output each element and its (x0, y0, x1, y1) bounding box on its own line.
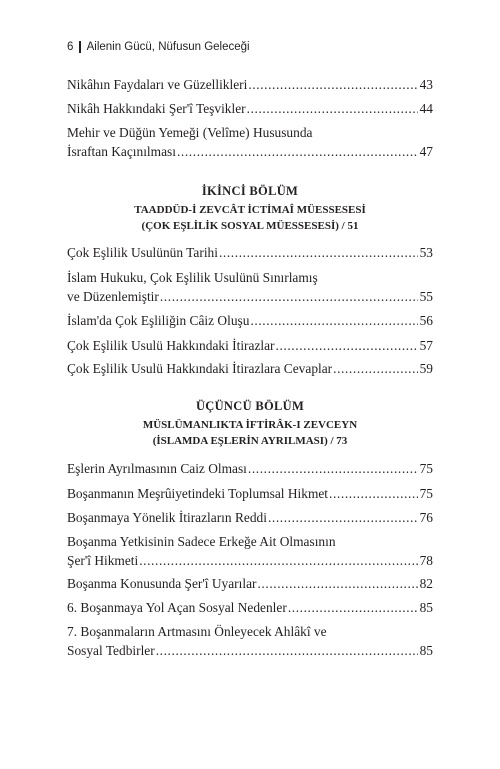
toc-entry[interactable] (67, 532, 433, 570)
toc-page-number: 85 (419, 643, 433, 658)
dot-leader (248, 459, 418, 478)
toc-entry[interactable] (67, 243, 433, 262)
header-divider (79, 41, 80, 53)
toc-entry-title: Nikâh Hakkındaki Şer'î Teşvikler (67, 101, 246, 116)
dot-leader (276, 336, 418, 355)
toc-entry-title: Boşanmanın Meşrûiyetindeki Toplumsal Hikmet (67, 486, 329, 501)
toc-entry[interactable] (67, 622, 433, 660)
toc-entry-title: Eşlerin Ayrılmasının Caiz Olması (67, 461, 247, 476)
toc-entry-title: Boşanmaya Yönelik İtirazların Reddi (67, 510, 267, 525)
section-subtitle: (ÇOK EŞLİLİK SOSYAL MÜESSESESİ) / 51 (141, 220, 359, 232)
toc-entry-title: İsraftan Kaçınılması (67, 144, 176, 159)
section-3-heading (67, 399, 433, 449)
toc-page-number: 57 (419, 338, 433, 353)
toc-entry[interactable] (67, 459, 433, 478)
toc-page-number: 85 (419, 600, 433, 615)
toc-entry[interactable] (67, 598, 433, 617)
toc-entry-title: Sosyal Tedbirler (67, 643, 155, 658)
toc-entry[interactable] (67, 123, 433, 161)
dot-leader (247, 99, 418, 118)
toc-entry[interactable] (67, 268, 433, 306)
toc-page-number: 59 (419, 361, 433, 376)
toc-entry[interactable] (67, 75, 433, 94)
dot-leader (177, 142, 418, 161)
section-2-heading (67, 184, 433, 234)
section-title: İKİNCİ BÖLÜM (201, 184, 299, 198)
toc-entry-title: Boşanma Konusunda Şer'î Uyarılar (67, 576, 257, 591)
dot-leader (329, 484, 418, 503)
toc-entry-title: Çok Eşlilik Usulünün Tarihi (67, 245, 218, 260)
toc-page-number: 56 (419, 313, 433, 328)
toc-entry-line: 7. Boşanmaların Artmasını Önleyecek Ahlâkî ve (67, 624, 327, 639)
running-header (67, 41, 250, 53)
dot-leader (257, 574, 417, 593)
section-subtitle: TAADDÜD-İ ZEVCÂT İCTİMAÎ MÜESSESESİ (134, 204, 366, 216)
toc-entry[interactable] (67, 484, 433, 503)
toc-page-number: 43 (419, 77, 433, 92)
toc-page-number: 78 (419, 553, 433, 568)
toc-entry-title: Şer'î Hikmeti (67, 553, 139, 568)
toc-entry[interactable] (67, 359, 433, 378)
toc-page-number: 55 (419, 289, 433, 304)
toc-page-number: 75 (419, 486, 433, 501)
toc-entry[interactable] (67, 508, 433, 527)
toc-entry-line: Boşanma Yetkisinin Sadece Erkeğe Ait Olmasının (67, 534, 336, 549)
dot-leader (268, 508, 418, 527)
toc-entry[interactable] (67, 336, 433, 355)
dot-leader (288, 598, 418, 617)
toc-entry-title: Nikâhın Faydaları ve Güzellikleri (67, 77, 248, 92)
section-subtitle: (İSLAMDA EŞLERİN AYRILMASI) / 73 (152, 435, 348, 447)
toc-entry[interactable] (67, 311, 433, 330)
dot-leader (160, 287, 418, 306)
toc-page-number: 47 (419, 144, 433, 159)
toc-page-number: 76 (419, 510, 433, 525)
toc-entry-title: Çok Eşlilik Usulü Hakkındaki İtirazlar (67, 338, 275, 353)
toc-page-number: 53 (419, 245, 433, 260)
dot-leader (156, 641, 418, 660)
dot-leader (333, 359, 417, 378)
toc-entry-line: İslam Hukuku, Çok Eşlilik Usulünü Sınırlamış (67, 270, 318, 285)
dot-leader (139, 551, 417, 570)
book-title: Ailenin Gücü, Nüfusun Geleceği (86, 41, 250, 53)
toc-entry-line: Mehir ve Düğün Yemeği (Velîme) Hususunda (67, 125, 313, 140)
dot-leader (219, 243, 418, 262)
toc-entry[interactable] (67, 574, 433, 593)
section-subtitle: MÜSLÜMANLIKTA İFTİRÂK-I ZEVCEYN (142, 419, 358, 431)
dot-leader (248, 75, 417, 94)
toc-entry-title: 6. Boşanmaya Yol Açan Sosyal Nedenler (67, 600, 287, 615)
page-number: 6 (67, 41, 74, 53)
toc-entry-title: İslam'da Çok Eşliliğin Câiz Oluşu (67, 313, 250, 328)
toc-page-number: 44 (419, 101, 433, 116)
toc-page-number: 82 (419, 576, 433, 591)
toc-page-number: 75 (419, 461, 433, 476)
toc-entry-title: Çok Eşlilik Usulü Hakkındaki İtirazlara Cevaplar (67, 361, 333, 376)
dot-leader (250, 311, 417, 330)
toc-entry[interactable] (67, 99, 433, 118)
toc-entry-title: ve Düzenlemiştir (67, 289, 159, 304)
section-title: ÜÇÜNCÜ BÖLÜM (195, 399, 305, 413)
